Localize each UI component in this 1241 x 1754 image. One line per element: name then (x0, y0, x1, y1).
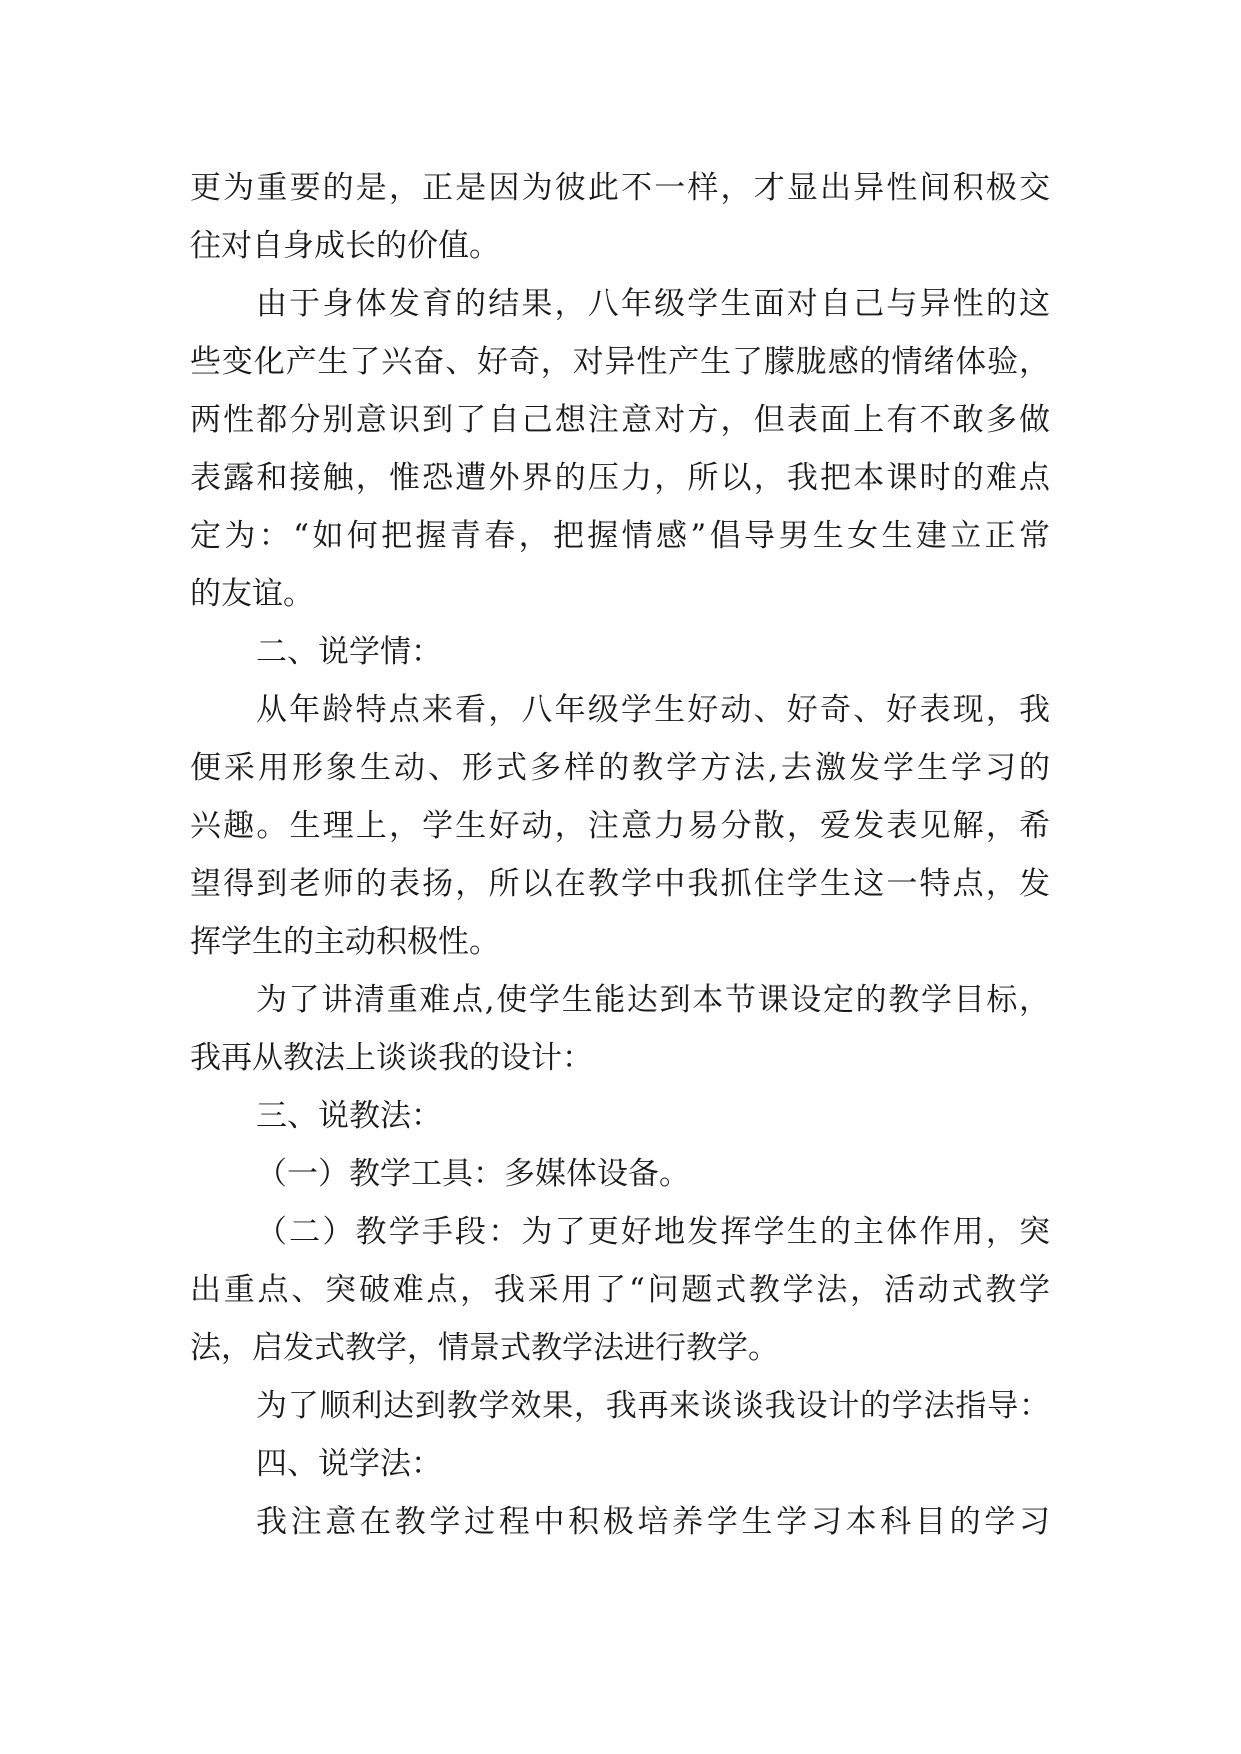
text-line: 定为：“如何把握青春，把握情感”倡导男生女生建立正常 (190, 518, 1050, 554)
text-line: 由于身体发育的结果，八年级学生面对自己与异性的这 (256, 286, 1050, 322)
text-line: 望得到老师的表扬，所以在教学中我抓住学生这一特点，发 (190, 866, 1050, 902)
text-line: 我再从教法上谈谈我的设计： (190, 1040, 593, 1076)
text-line: 从年龄特点来看，八年级学生好动、好奇、好表现，我 (256, 692, 1050, 728)
text-line: 兴趣。生理上，学生好动，注意力易分散，爱发表见解，希 (190, 808, 1050, 844)
text-line: 往对自身成长的价值。 (190, 228, 500, 264)
text-line: 两性都分别意识到了自己想注意对方，但表面上有不敢多做 (190, 402, 1050, 438)
text-line: 出重点、突破难点，我采用了“问题式教学法，活动式教学 (190, 1272, 1050, 1308)
section-heading: 二、说学情： (256, 634, 442, 670)
text-line: 更为重要的是，正是因为彼此不一样，才显出异性间积极交 (190, 170, 1050, 206)
text-line: 挥学生的主动积极性。 (190, 924, 500, 960)
section-heading: 四、说学法： (256, 1446, 442, 1482)
text-line: 法，启发式教学，情景式教学法进行教学。 (190, 1330, 779, 1366)
section-heading: 三、说教法： (256, 1098, 442, 1134)
text-line: 我注意在教学过程中积极培养学生学习本科目的学习 (256, 1504, 1050, 1540)
text-line: 表露和接触，惟恐遭外界的压力，所以，我把本课时的难点 (190, 460, 1050, 496)
text-line: 为了讲清重难点,使学生能达到本节课设定的教学目标， (256, 982, 1050, 1018)
text-line: （二）教学手段：为了更好地发挥学生的主体作用，突 (256, 1214, 1050, 1250)
text-line: 的友谊。 (190, 576, 314, 612)
text-line: 些变化产生了兴奋、好奇，对异性产生了朦胧感的情绪体验， (190, 344, 1050, 380)
text-line: 便采用形象生动、形式多样的教学方法,去激发学生学习的 (190, 750, 1050, 786)
text-line: （一）教学工具：多媒体设备。 (256, 1156, 690, 1192)
text-line: 为了顺利达到教学效果，我再来谈谈我设计的学法指导： (256, 1388, 1050, 1424)
